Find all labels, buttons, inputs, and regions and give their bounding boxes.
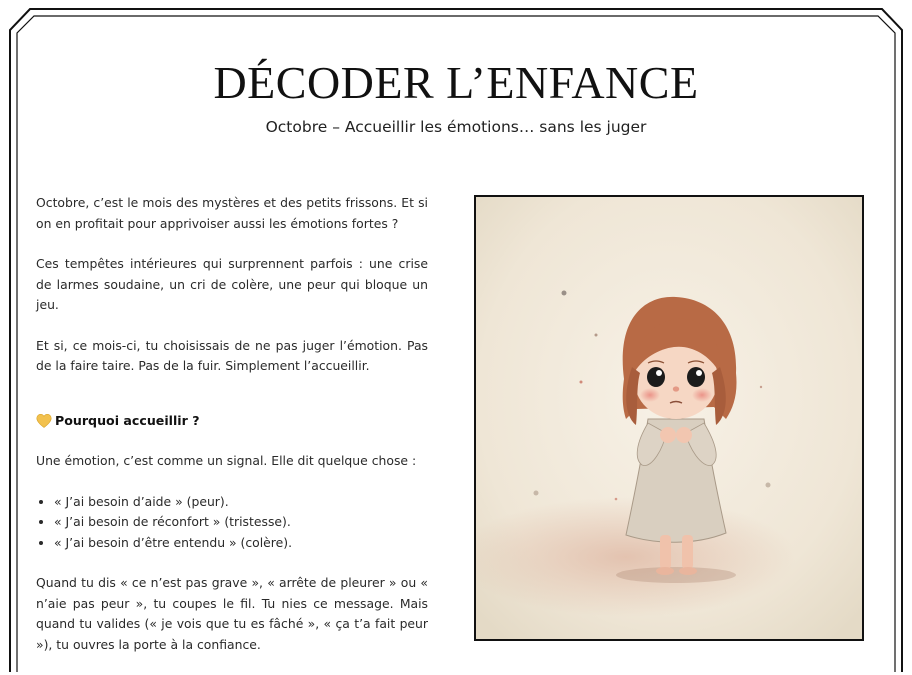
paragraph: Une émotion, c’est comme un signal. Elle dit quelque chose :: [36, 453, 417, 468]
illustration-frame: [474, 195, 864, 641]
list-item: • « J’ai besoin d’être entendu » (colère).: [54, 533, 428, 554]
list-item: • « J’ai besoin d’aide » (peur).: [54, 492, 428, 513]
section-heading: [36, 411, 428, 432]
child-illustration: [476, 197, 862, 639]
paragraph: Quand tu dis « ce n’est pas grave », « arrête de pleurer » ou « n’aie pas peur », tu coupes le fil. Tu nies ce message. Mais quand tu valides (« je vois que tu es fâché », « ça t’a fait peur »), tu ouvres la porte à la confiance.: [36, 575, 428, 652]
page-title: DÉCODER L’ENFANCE: [213, 57, 699, 108]
page-subtitle: Octobre – Accueillir les émotions… sans les juger: [265, 118, 647, 136]
section-heading-label: Pourquoi accueillir ?: [55, 412, 200, 428]
article-text: [36, 193, 428, 675]
paragraph: Ces tempêtes intérieures qui surprennent parfois : une crise de larmes soudaine, un cri de colère, une peur qui bloque un jeu.: [36, 256, 428, 312]
list-item: • « J’ai besoin de réconfort » (tristesse).: [54, 512, 428, 533]
yellow-heart-icon: [36, 413, 52, 429]
paragraph: Octobre, c’est le mois des mystères et des petits frissons. Et si on en profitait pour apprivoiser aussi les émotions fortes ?: [36, 195, 428, 231]
paragraph: Et si, ce mois-ci, tu choisissais de ne pas juger l’émotion. Pas de la faire taire. Pas de la fuir. Simplement l’accueillir.: [36, 337, 428, 373]
needs-list: [36, 492, 428, 554]
